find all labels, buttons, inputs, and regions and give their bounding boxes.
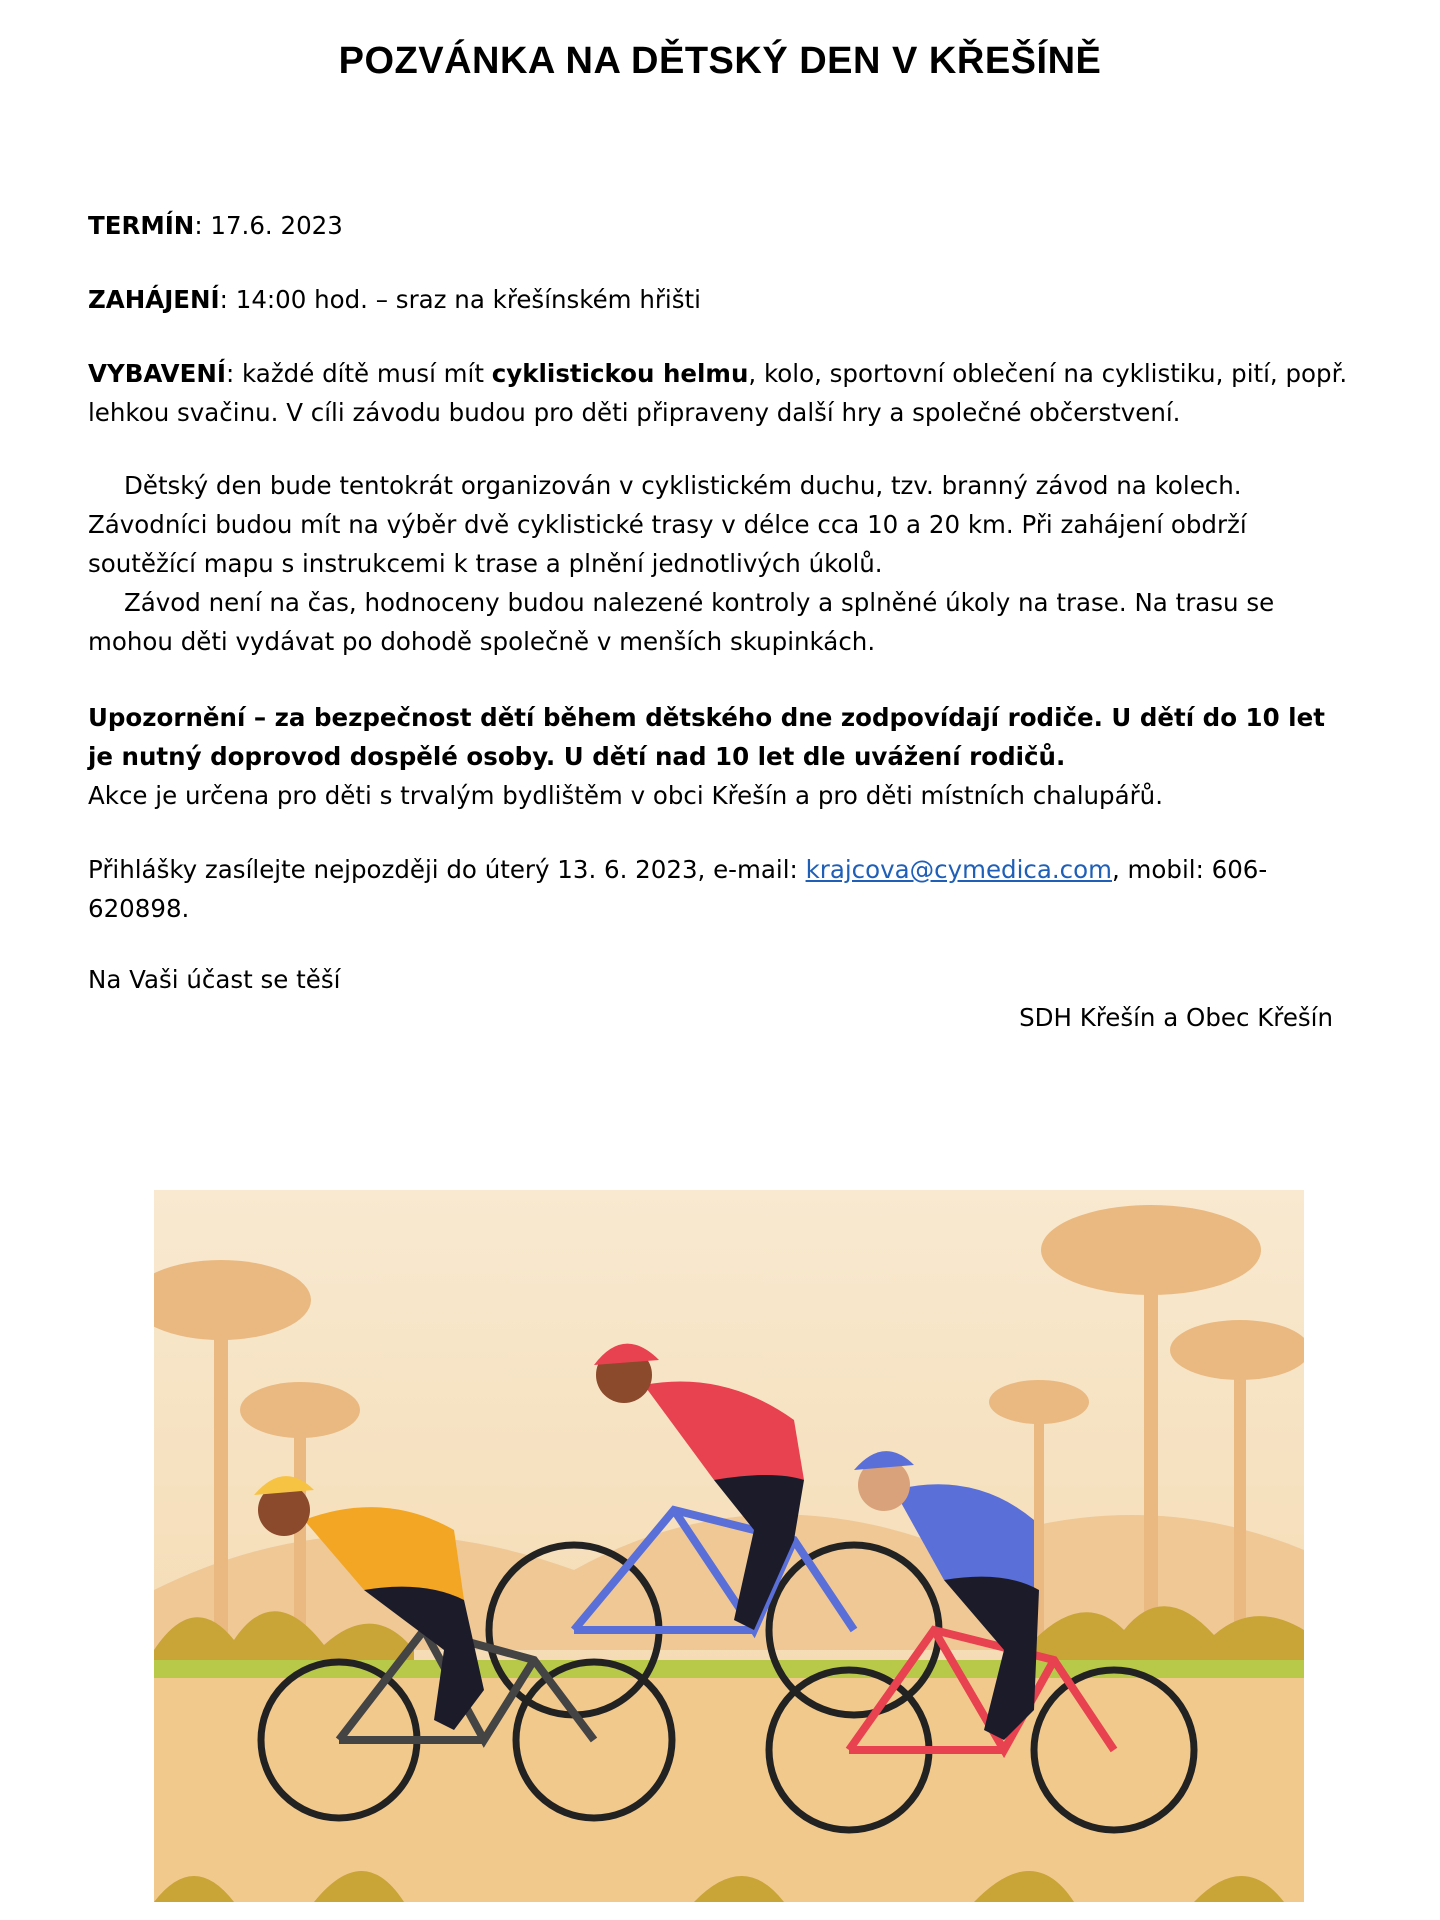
date-label: TERMÍN (88, 211, 195, 240)
start-value: 14:00 hod. – sraz na křešínském hřišti (227, 285, 701, 314)
email-link[interactable]: krajcova@cymedica.com (805, 855, 1112, 884)
road (154, 1678, 1304, 1902)
equipment-label: VYBAVENÍ (88, 359, 226, 388)
cyclists-illustration (154, 1190, 1304, 1902)
race-description: Závod není na čas, hodnoceny budou nalezené kontroly a splněné úkoly na trase. Na trasu se mohou děti vydávat po dohodě společně v menších skupinkách. (88, 588, 1275, 656)
event-description: Dětský den bude tentokrát organizován v cyklistickém duchu, tzv. branný závod na kolech. Závodníci budou mít na výběr dvě cyklistické trasy v délce cca 10 a 20 km. Při zahájení obdrží soutěžící mapu s instrukcemi k trase a plnění jednotlivých úkolů. (88, 471, 1247, 578)
signature: SDH Křešín a Obec Křešín (1019, 1003, 1333, 1032)
registration-info: Přihlášky zasílejte nejpozději do úterý 13. 6. 2023, e-mail: krajcova@cymedica.com, mobil: 606-620898. (88, 855, 1268, 923)
start-line: ZAHÁJENÍ: 14:00 hod. – sraz na křešínském hřišti (88, 285, 701, 314)
helmet-emphasis: cyklistickou helmu (491, 359, 749, 388)
equipment-paragraph: VYBAVENÍ: každé dítě musí mít cyklistickou helmu, kolo, sportovní oblečení na cyklistiku, pití, popř. lehkou svačinu. V cíli závodu budou pro děti připraveny další hry a společné občerstvení. (88, 359, 1348, 427)
start-label: ZAHÁJENÍ (88, 285, 220, 314)
eligibility-note: Akce je určena pro děti s trvalým bydlištěm v obci Křešín a pro děti místních chalupářů. (88, 781, 1163, 810)
page-title: POZVÁNKA NA DĚTSKÝ DEN V KŘEŠÍNĚ (338, 40, 1102, 82)
date-line: TERMÍN: 17.6. 2023 (88, 211, 343, 240)
safety-warning: Upozornění – za bezpečnost dětí během dětského dne zodpovídají rodiče. U dětí do 10 let je nutný doprovod dospělé osoby. U dětí nad 10 let dle uvážení rodičů. (88, 703, 1325, 771)
closing-line: Na Vaši účast se těší (88, 965, 341, 994)
date-value: 17.6. 2023 (202, 211, 343, 240)
